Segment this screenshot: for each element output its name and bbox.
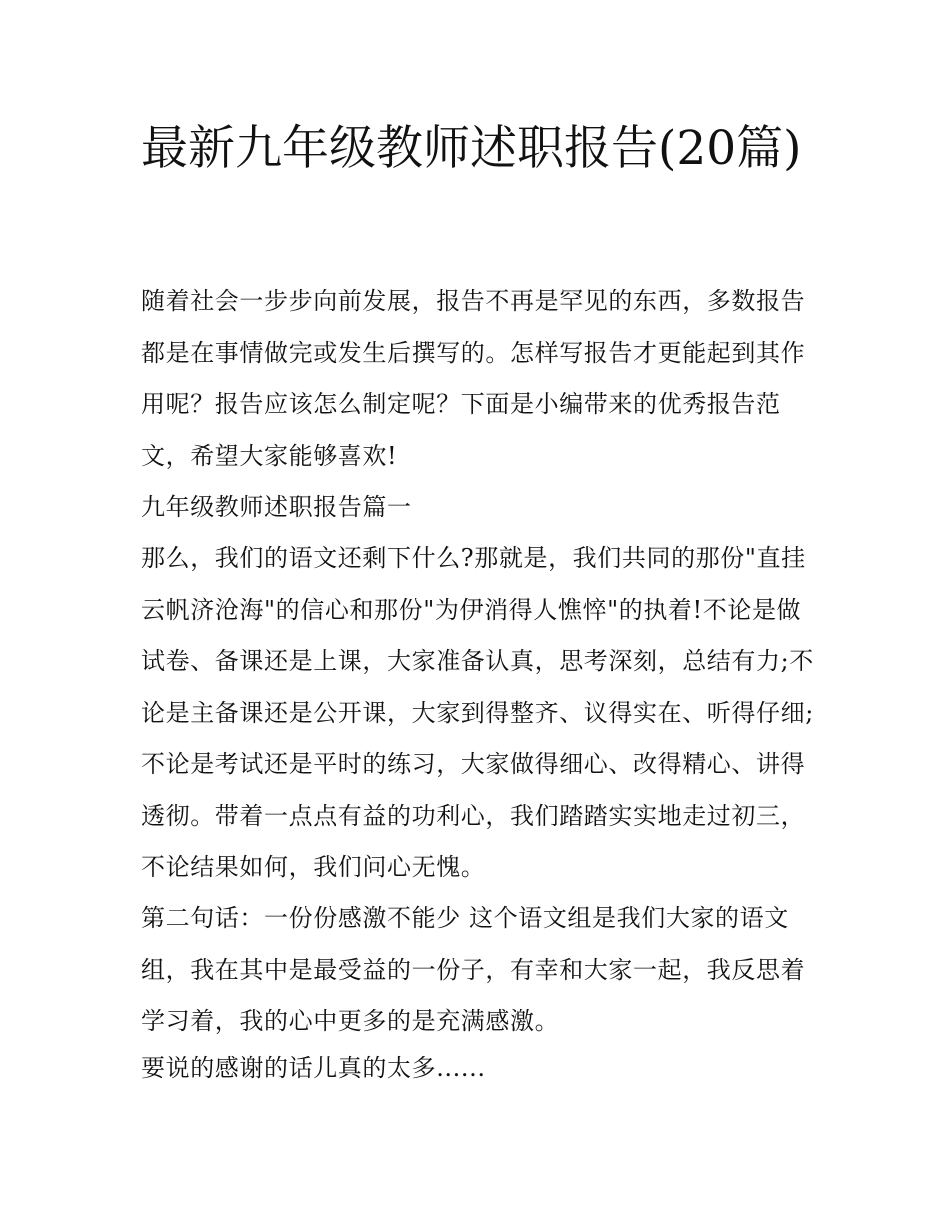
- body-paragraph-2: 第二句话：一份份感激不能少 这个语文组是我们大家的语文组，我在其中是最受益的一份子，有幸和大家一起，我反思着学习着，我的心中更多的是充满感激。: [141, 904, 806, 1035]
- body-paragraph-1: 那么，我们的语文还剩下什么?那就是，我们共同的那份"直挂云帆济沧海"的信心和那份"为伊消得人憔悴"的执着!不论是做试卷、备课还是上课，大家准备认真，思考深刻，总结有力;不论是主备课还是公开课，大家到得整齐、议得实在、听得仔细;不论是考试还是平时的练习，大家做得细心、改得精心、讲得透彻。带着一点点有益的功利心，我们踏踏实实地走过初三，不论结果如何，我们问心无愧。: [141, 544, 814, 881]
- document-title: 最新九年级教师述职报告(20篇): [141, 121, 802, 176]
- section-heading: 九年级教师述职报告篇一: [141, 493, 412, 521]
- body-paragraph-3: 要说的感谢的话儿真的太多......: [141, 1054, 486, 1082]
- intro-paragraph: 随着社会一步步向前发展，报告不再是罕见的东西，多数报告都是在事情做完或发生后撰写的。怎样写报告才更能起到其作用呢？报告应该怎么制定呢？下面是小编带来的优秀报告范文，希望大家能够喜欢!: [141, 287, 806, 470]
